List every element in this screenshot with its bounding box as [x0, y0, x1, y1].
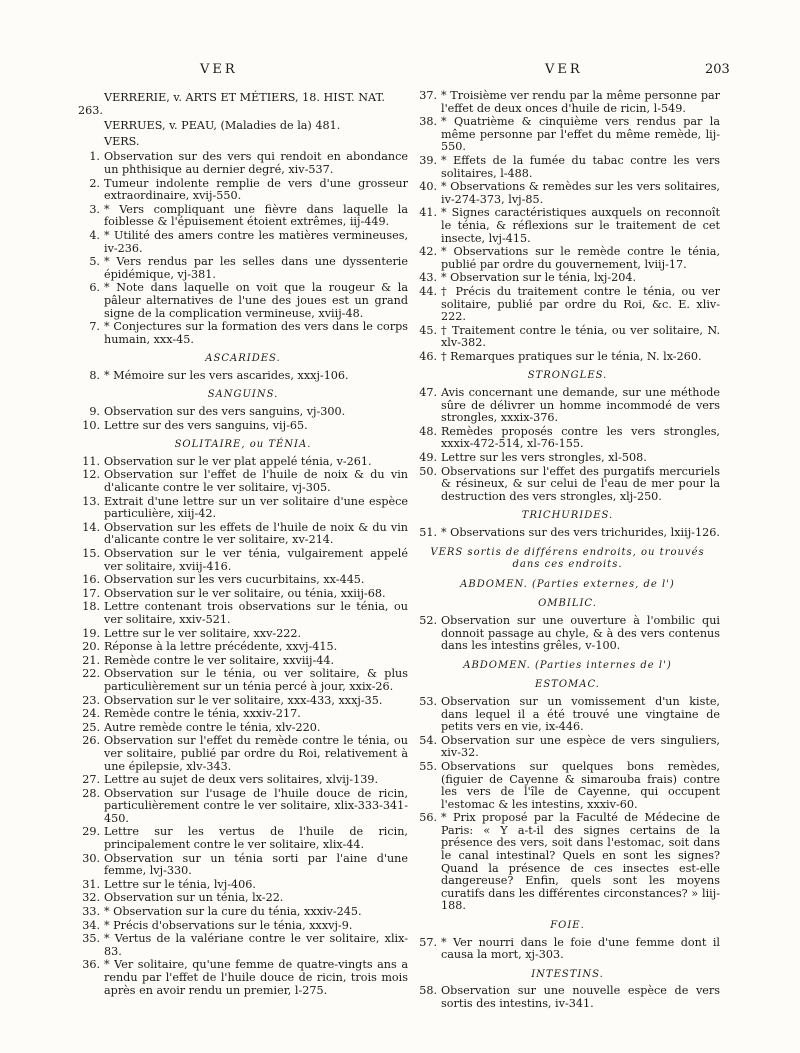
entry-number: 36.	[82, 958, 100, 972]
entry-list	[78, 406, 408, 432]
entry-text: * Mémoire sur les vers ascarides, xxxj-106.	[104, 368, 349, 382]
index-entry	[78, 959, 408, 997]
index-entry	[78, 879, 408, 892]
entry-text: Remède contre le ver solitaire, xxviij-44.	[104, 653, 335, 667]
entry-number: 28.	[82, 786, 100, 800]
entry-list	[415, 937, 720, 962]
entry-number: 42.	[419, 245, 437, 259]
entry-number: 5.	[89, 255, 100, 269]
index-entry	[78, 256, 408, 281]
entry-text: Remède contre le ténia, xxxiv-217.	[104, 707, 301, 721]
entry-text: Observation sur l'usage de l'huile douce de ricin, particulièrement contre le ver solitaire, xlix-333-341-450.	[104, 786, 408, 825]
index-entry	[78, 933, 408, 958]
section-heading: ESTOMAC.	[535, 679, 600, 691]
index-entry	[78, 906, 408, 919]
index-entry	[78, 230, 408, 255]
section-heading: SANGUINS.	[207, 389, 279, 401]
entry-number: 35.	[82, 932, 100, 946]
entry-number: 8.	[89, 368, 100, 382]
index-entry	[78, 548, 408, 573]
entry-number: 43.	[419, 271, 437, 285]
entry-text: * Observation sur la cure du ténia, xxxiv-245.	[104, 905, 362, 919]
entry-number: 49.	[419, 451, 437, 465]
index-entry	[415, 181, 720, 206]
index-entry	[415, 286, 720, 324]
entry-text: Avis concernant une demande, sur une méthode sûre de délivrer un homme incommodé de vers strongles, xxxix-376.	[441, 386, 720, 425]
entry-text: * Utilité des amers contre les matières vermineuses, iv-236.	[104, 228, 408, 255]
index-entry	[415, 325, 720, 350]
entry-number: 20.	[82, 640, 100, 654]
entry-text: * Vertus de la valériane contre le ver solitaire, xlix-83.	[104, 932, 408, 958]
entry-number: 32.	[82, 891, 100, 905]
entry-number: 52.	[419, 613, 437, 627]
entry-text: * Quatrième & cinquième vers rendus par la même personne par l'effet du même remède, lij-550.	[441, 115, 720, 154]
index-entry	[415, 90, 720, 115]
entry-list	[415, 527, 720, 540]
entry-text: Remèdes proposés contre les vers strongles, xxxix-472-514, xl-76-155.	[441, 424, 720, 451]
entry-text: Observation sur un vomissement d'un kiste, dans lequel il a été trouvé une vingtaine de petits vers en vie, ix-446.	[441, 694, 720, 734]
index-entry	[415, 207, 720, 245]
entry-number: 40.	[419, 180, 437, 194]
entry-number: 27.	[82, 773, 100, 787]
entry-text: Observation sur un ténia, lx-22.	[104, 891, 284, 905]
entry-number: 25.	[82, 720, 100, 734]
section-heading: FOIE.	[550, 920, 585, 932]
entry-number: 15.	[82, 547, 100, 560]
index-entry	[415, 387, 720, 425]
index-entry	[78, 588, 408, 601]
index-entry	[78, 282, 408, 320]
entry-number: 17.	[82, 586, 100, 600]
index-entry	[415, 272, 720, 285]
entry-number: 33.	[82, 905, 100, 919]
entry-text: * Vers rendus par les selles dans une dyssenterie épidémique, vj-381.	[104, 255, 408, 281]
entry-text: Lettre au sujet de deux vers solitaires, xlvij-139.	[104, 773, 379, 787]
entry-text: * Troisième ver rendu par la même personne par l'effet de deux onces d'huile de ricin, l-549.	[441, 89, 720, 115]
cross-reference: VERRUES, v. PEAU, (Maladies de la) 481.	[104, 119, 341, 133]
index-entry	[78, 469, 408, 494]
section-heading: INTESTINS.	[531, 968, 604, 980]
index-entry	[78, 695, 408, 708]
entry-text: Lettre contenant trois observations sur le ténia, ou ver solitaire, xxiv-521.	[104, 600, 408, 626]
entry-list	[415, 615, 720, 653]
entry-text: * Conjectures sur la formation des vers dans le corps humain, xxx-45.	[104, 320, 408, 346]
section-heading: ABDOMEN. (Parties externes, de l')	[460, 578, 675, 590]
entry-text: Observation sur les vers cucurbitains, xx-445.	[104, 573, 365, 587]
entry-number: 34.	[82, 918, 100, 932]
index-entry	[78, 522, 408, 547]
entry-number: 4.	[89, 228, 100, 242]
index-entry	[415, 351, 720, 364]
entry-number: 12.	[82, 468, 100, 482]
entry-text: Observation sur une nouvelle espèce de vers sortis des intestins, iv-341.	[441, 984, 720, 1010]
entry-text: Lettre sur le ver solitaire, xxv-222.	[104, 626, 302, 640]
entry-number: 29.	[82, 825, 100, 839]
index-entry	[78, 655, 408, 668]
entry-number: 55.	[419, 759, 437, 773]
entry-number: 57.	[419, 935, 437, 949]
running-head-right: VER	[545, 62, 583, 77]
entry-text: * Ver nourri dans le foie d'une femme dont il causa la mort, xj-303.	[441, 935, 720, 962]
section-heading: TRICHURIDES.	[521, 510, 614, 522]
entry-number: 21.	[82, 653, 100, 667]
entry-text: Lettre sur les vertus de l'huile de ricin, principalement contre le ver solitaire, xlix-44.	[104, 825, 408, 852]
entry-number: 23.	[82, 693, 100, 707]
entry-text: Observation sur le ver solitaire, xxx-433, xxxj-35.	[104, 693, 383, 707]
entry-number: 13.	[82, 494, 100, 508]
entry-number: 56.	[419, 811, 437, 825]
entry-number: 58.	[419, 984, 437, 998]
index-entry	[78, 788, 408, 826]
running-head-left: VER	[200, 62, 238, 77]
entry-number: 18.	[82, 600, 100, 614]
entry-number: 44.	[419, 284, 437, 298]
index-entry	[78, 708, 408, 721]
section-heading: STRONGLES.	[527, 370, 608, 382]
section-heading: ABDOMEN. (Parties internes de l')	[463, 659, 672, 671]
index-entry	[78, 321, 408, 346]
index-entry	[78, 574, 408, 587]
index-entry	[78, 178, 408, 203]
entry-number: 1.	[89, 150, 100, 164]
index-entry	[415, 761, 720, 811]
index-entry	[415, 696, 720, 734]
entry-number: 41.	[419, 206, 437, 220]
entry-text: Observation sur les effets de l'huile de noix & du vin d'alicante contre le ver solitaire, xv-214.	[104, 520, 408, 547]
entry-list	[78, 151, 408, 346]
entry-text: Observation sur des vers qui rendoit en abondance un phthisique au dernier degré, xiv-537.	[104, 150, 408, 176]
index-entry	[78, 735, 408, 773]
index-entry	[415, 155, 720, 180]
entry-text: Observation sur le ver solitaire, ou ténia, xxiij-68.	[104, 586, 386, 600]
section-heading: OMBILIC.	[538, 598, 597, 610]
entry-number: 38.	[419, 115, 437, 129]
index-entry	[78, 370, 408, 383]
entry-text: Observation sur l'effet du remède contre le ténia, ou ver solitaire, publié par ordre du Roi, relativement à une épilepsie, xlv-343.	[104, 734, 408, 773]
index-entry	[78, 456, 408, 469]
entry-number: 26.	[82, 734, 100, 748]
entry-text: Extrait d'une lettre sur un ver solitaire d'une espèce particulière, xiij-42.	[104, 494, 408, 521]
entry-text: Autre remède contre le ténia, xlv-220.	[104, 720, 321, 734]
index-entry	[78, 204, 408, 229]
entry-number: 51.	[419, 526, 437, 539]
index-entry	[415, 812, 720, 913]
index-entry	[78, 151, 408, 176]
entry-text: Observation sur le ver ténia, vulgairement appelé ver solitaire, xviij-416.	[104, 547, 408, 573]
index-entry	[415, 615, 720, 653]
entry-text: † Traitement contre le ténia, ou ver solitaire, N. xlv-382.	[441, 323, 720, 350]
entry-list	[415, 696, 720, 913]
entry-text: * Effets de la fumée du tabac contre les vers solitaires, l-488.	[441, 153, 720, 180]
index-entry	[78, 420, 408, 433]
entry-text: * Observation sur le ténia, lxj-204.	[441, 271, 637, 285]
entry-number: 47.	[419, 386, 437, 400]
index-entry	[78, 892, 408, 905]
index-entry	[78, 826, 408, 851]
index-entry	[78, 722, 408, 735]
entry-text: Lettre sur des vers sanguins, vij-65.	[104, 418, 308, 432]
entry-text: Lettre sur les vers strongles, xl-508.	[441, 451, 647, 465]
entry-number: 6.	[89, 281, 100, 295]
entry-number: 16.	[82, 573, 100, 587]
entry-list	[78, 370, 408, 383]
entry-number: 54.	[419, 733, 437, 747]
entry-number: 53.	[419, 694, 437, 708]
entry-number: 45.	[419, 323, 437, 337]
entry-text: Tumeur indolente remplie de vers d'une grosseur extraordinaire, xvij-550.	[104, 176, 408, 203]
right-column	[415, 90, 720, 1012]
index-entry	[415, 426, 720, 451]
entry-number: 3.	[89, 202, 100, 216]
entry-text: * Prix proposé par la Faculté de Médecine de Paris: « Y a-t-il des signes certains de la présence des vers, soit dans l'estomac, soit dans le canal intestinal? Quels en sont les signes? Quand la présence de ces insectes est-elle dangereuse? Enfin, quels sont les moyens curatifs dans les différentes circonstances? » liij-188.	[441, 811, 720, 913]
index-entry	[78, 774, 408, 787]
entry-text: * Observations & remèdes sur les vers solitaires, iv-274-373, lvj-85.	[441, 180, 720, 206]
entry-number: 24.	[82, 707, 100, 721]
entry-text: Observation sur le ver plat appelé ténia, v-261.	[104, 454, 372, 468]
entry-text: Observations sur l'effet des purgatifs mercuriels & résineux, & sur celui de l'eau de mer pour la destruction des vers strongles, xlj-250.	[441, 464, 720, 503]
entry-text: * Précis d'observations sur le ténia, xxxvj-9.	[104, 918, 353, 932]
index-entry	[78, 920, 408, 933]
entry-text: † Remarques pratiques sur le ténia, N. lx-260.	[441, 349, 702, 363]
index-entry	[415, 985, 720, 1010]
index-entry	[415, 735, 720, 760]
index-entry	[415, 527, 720, 540]
index-entry	[78, 406, 408, 419]
entry-number: 30.	[82, 851, 100, 865]
entry-text: Lettre sur le ténia, lvj-406.	[104, 877, 256, 891]
entry-list	[415, 387, 720, 503]
entry-text: Observation sur le ténia, ou ver solitaire, & plus particulièrement sur un ténia percé à jour, xxix-26.	[104, 667, 408, 693]
index-entry	[78, 601, 408, 626]
index-entry	[415, 116, 720, 154]
entry-number: 39.	[419, 153, 437, 167]
page-number: 203	[705, 62, 730, 77]
left-column	[78, 90, 408, 998]
entry-number: 50.	[419, 464, 437, 478]
index-entry	[78, 668, 408, 693]
entry-text: * Signes caractéristiques auxquels on reconnoît le ténia, & réflexions sur le traitement de cet insecte, lvj-415.	[441, 206, 720, 245]
entry-text: Observation sur l'effet de l'huile de noix & du vin d'alicante contre le ver solitaire, vj-305.	[104, 468, 408, 495]
entry-number: 11.	[82, 454, 100, 468]
entry-text: Observation sur des vers sanguins, vj-300.	[104, 405, 346, 419]
entry-text: * Note dans laquelle on voit que la rougeur & la pâleur alternatives de l'une des joues est un grand signe de la complication vermineuse, xviij-48.	[104, 281, 408, 320]
entry-text: * Vers compliquant une fièvre dans laquelle la foiblesse & l'épuisement étoient extrêmes, iij-449.	[104, 202, 408, 229]
entry-list	[78, 456, 408, 997]
entry-number: 14.	[82, 520, 100, 534]
entry-list	[415, 90, 720, 363]
index-entry	[78, 628, 408, 641]
section-heading: SOLITAIRE, ou TÉNIA.	[174, 439, 312, 451]
section-heading: ASCARIDES.	[205, 353, 281, 365]
cross-reference: VERRERIE, v. ARTS ET MÉTIERS, 18. HIST. NAT. 263.	[78, 91, 385, 117]
entry-number: 31.	[82, 877, 100, 891]
entry-text: Réponse à la lettre précédente, xxvj-415.	[104, 640, 338, 654]
entry-text: Observation sur une ouverture à l'ombilic qui donnoit passage au chyle, & à des vers contenus dans les intestins grêles, v-100.	[441, 613, 720, 653]
entry-text: * Observations sur des vers trichurides, lxiij-126.	[441, 526, 720, 539]
entry-text: * Observations sur le remède contre le ténia, publié par ordre du gouvernement, lviij-17.	[441, 245, 720, 271]
entry-number: 7.	[89, 320, 100, 334]
entry-number: 9.	[89, 405, 100, 419]
entry-number: 22.	[82, 667, 100, 681]
entry-text: * Ver solitaire, qu'une femme de quatre-vingts ans a rendu par l'effet de l'huile douce de ricin, trois mois après en avoir rendu un premier, l-275.	[104, 958, 408, 997]
index-entry	[78, 853, 408, 878]
entry-number: 2.	[89, 176, 100, 190]
index-entry	[415, 937, 720, 962]
entry-number: 46.	[419, 349, 437, 363]
index-entry	[78, 641, 408, 654]
index-entry	[415, 246, 720, 271]
entry-number: 19.	[82, 626, 100, 640]
entry-text: Observation sur une espèce de vers singuliers, xiv-32.	[441, 733, 720, 760]
entry-text: † Précis du traitement contre le ténia, ou ver solitaire, publié par ordre du Roi, &c. E. xliv-222.	[441, 284, 720, 324]
index-entry	[415, 452, 720, 465]
index-entry	[78, 496, 408, 521]
entry-number: 10.	[82, 418, 100, 432]
entry-number: 37.	[419, 89, 437, 102]
index-entry	[415, 466, 720, 504]
entry-text: Observations sur quelques bons remèdes, (figuier de Cayenne & simarouba frais) contre les vers de l'île de Cayenne, qui occupent l'estomac & les intestins, xxxiv-60.	[441, 759, 720, 811]
entry-text: Observation sur un ténia sorti par l'aine d'une femme, lvj-330.	[104, 851, 408, 878]
entry-number: 48.	[419, 424, 437, 438]
entry-list	[415, 985, 720, 1010]
topic-heading: VERS.	[104, 134, 140, 148]
section-heading: VERS sortis de différens endroits, ou trouvés dans ces endroits.	[430, 546, 705, 571]
